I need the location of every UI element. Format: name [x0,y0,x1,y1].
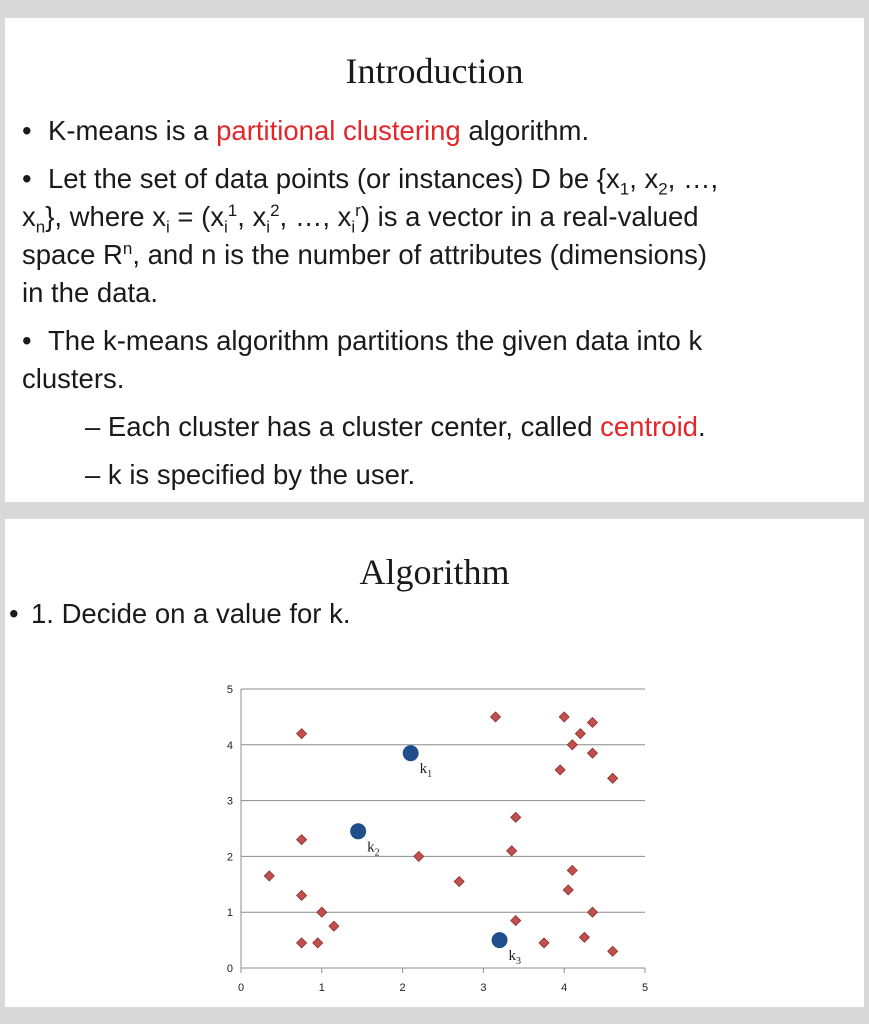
data-point [587,748,597,758]
data-point [507,846,517,856]
bullet-icon: • [22,115,32,146]
slide-title: Algorithm [359,552,510,592]
sub-bullet-1: – Each cluster has a cluster center, called centroid. [85,411,706,442]
centroid-point [492,932,508,948]
data-point [539,938,549,948]
x-tick-label: 5 [641,982,649,994]
centroid-point [350,823,366,839]
data-point [329,921,339,931]
y-tick-label: 1 [226,907,233,920]
y-tick-label: 3 [226,795,233,808]
data-point [297,835,307,845]
data-point [587,717,597,727]
data-point [587,907,597,917]
centroid-label: $k_2$ [367,839,380,859]
bullet-icon: • [9,598,19,629]
x-tick-label: 2 [399,982,406,994]
bullet-2-line-1: • Let the set of data points (or instances) D be {$x_1$, $x_2$, …, [22,163,719,199]
data-point [414,851,424,861]
y-tick-label: 4 [226,739,233,752]
bullet-2-line-3: space $R^n$, and n is the number of attributes (dimensions) [22,238,708,270]
data-point [454,877,464,887]
data-point [511,916,521,926]
data-point [264,871,274,881]
x-tick-label: 3 [480,982,487,994]
y-tick-label: 2 [226,851,233,864]
bullet-3-line-2: clusters. [22,363,125,394]
data-point [575,729,585,739]
step-1: • 1. Decide on a value for k. [9,598,351,629]
slide-algorithm [5,519,864,1007]
data-point [567,740,577,750]
data-point [317,907,327,917]
data-point [608,946,618,956]
centroid-label: $k_3$ [508,948,522,968]
data-point [491,712,501,722]
data-point [567,865,577,875]
data-point [579,932,589,942]
slide-introduction [5,18,864,502]
data-point [297,729,307,739]
data-point [563,885,573,895]
x-tick-label: 4 [561,982,568,994]
highlight-partitional-clustering: partitional clustering [216,115,461,146]
x-tick-label: 1 [318,982,325,994]
data-point [297,890,307,900]
scatter-chart [5,519,864,1007]
x-tick-label: 0 [237,982,245,994]
data-point [559,712,569,722]
bullet-icon: • [22,325,32,356]
slide-title: Introduction [345,51,524,91]
bullet-icon: • [22,163,32,194]
centroid-label: $k_1$ [419,761,433,781]
sub-bullet-2: – k is specified by the user. [85,459,416,490]
bullet-2-line-4: in the data. [22,277,159,308]
data-point [313,938,323,948]
data-point [297,938,307,948]
bullet-2-line-2: $x_n$}, where $x_i = (x_i^1$, $x_i^2$, …, $x_i^r$) is a vector in a real-valued [22,200,699,237]
data-point [511,812,521,822]
bullet-1: • K-means is a partitional clustering algorithm. [22,115,590,146]
y-tick-label: 0 [226,963,233,975]
highlight-centroid: centroid [600,411,698,442]
data-point [608,773,618,783]
bullet-3-line-1: • The k-means algorithm partitions the given data into k [22,325,703,356]
centroid-point [403,745,419,761]
data-point [555,765,565,775]
y-tick-label: 5 [226,684,233,696]
